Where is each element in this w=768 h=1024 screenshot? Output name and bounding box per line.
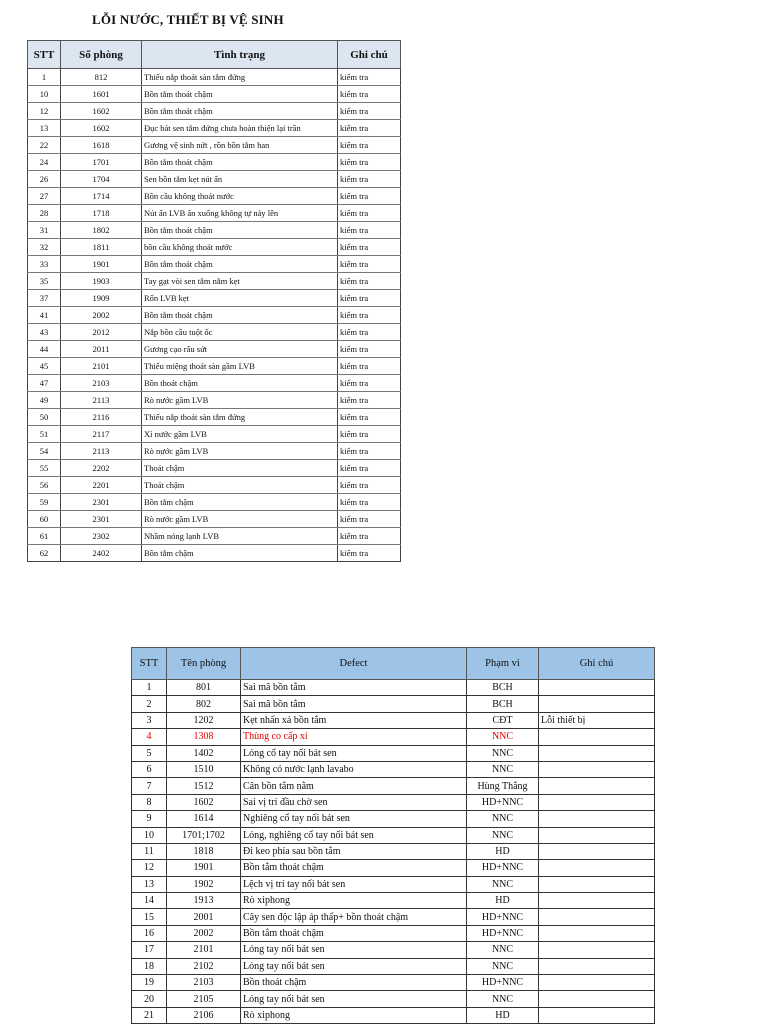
cell-room-name: 1602 [167, 794, 241, 810]
cell-status: Xì nước gầm LVB [142, 426, 338, 443]
cell-stt: 26 [28, 171, 61, 188]
table-row [132, 1007, 655, 1023]
cell-scope: NNC [467, 827, 539, 843]
cell-room-number: 1903 [61, 273, 142, 290]
cell-room-number: 2113 [61, 392, 142, 409]
cell-status: Thiếu nắp thoát sàn tắm đứng [142, 69, 338, 86]
cell-status: Nút ấn LVB ấn xuống không tự nảy lên [142, 205, 338, 222]
table-row [28, 477, 401, 494]
cell-status: Bồn tắm thoát chậm [142, 222, 338, 239]
cell-room-number: 1714 [61, 188, 142, 205]
cell-defect: Không có nước lạnh lavabo [241, 761, 467, 777]
table-row [28, 409, 401, 426]
cell-scope: NNC [467, 876, 539, 892]
cell-stt: 31 [28, 222, 61, 239]
cell-room-number: 2116 [61, 409, 142, 426]
cell-scope: BCH [467, 696, 539, 712]
cell-note: Lỗi thiết bị [539, 712, 655, 728]
table-row [132, 975, 655, 991]
table-row [28, 545, 401, 562]
cell-stt: 13 [132, 876, 167, 892]
cell-room-name: 2001 [167, 909, 241, 925]
cell-note [539, 729, 655, 745]
cell-note [539, 1007, 655, 1023]
table-row [28, 443, 401, 460]
cell-stt: 41 [28, 307, 61, 324]
cell-room-number: 1602 [61, 103, 142, 120]
cell-room-number: 1602 [61, 120, 142, 137]
cell-defect: Rò xiphong [241, 1007, 467, 1023]
cell-scope: HD+NNC [467, 975, 539, 991]
cell-defect: Rò xiphong [241, 893, 467, 909]
cell-defect: Lỏng tay nối bát sen [241, 942, 467, 958]
cell-note: kiểm tra [338, 307, 401, 324]
table-row [28, 222, 401, 239]
cell-stt: 62 [28, 545, 61, 562]
cell-room-name: 1510 [167, 761, 241, 777]
cell-room-number: 1811 [61, 239, 142, 256]
cell-status: Bồn cầu không thoát nước [142, 188, 338, 205]
table-body [28, 69, 401, 562]
cell-stt: 56 [28, 477, 61, 494]
table-row [28, 358, 401, 375]
cell-room-number: 2117 [61, 426, 142, 443]
cell-stt: 45 [28, 358, 61, 375]
table-row [28, 460, 401, 477]
cell-defect: Sai mã bồn tắm [241, 696, 467, 712]
cell-room-name: 1614 [167, 811, 241, 827]
cell-room-name: 1901 [167, 860, 241, 876]
cell-note: kiểm tra [338, 69, 401, 86]
cell-note: kiểm tra [338, 171, 401, 188]
cell-note: kiểm tra [338, 443, 401, 460]
cell-status: Gương vệ sinh nứt , rồn bồn tắm han [142, 137, 338, 154]
table-row [132, 761, 655, 777]
cell-defect: Thùng co cấp xí [241, 729, 467, 745]
cell-note [539, 925, 655, 941]
table-row [132, 843, 655, 859]
cell-status: Bồn tắm thoát chậm [142, 154, 338, 171]
cell-stt: 22 [28, 137, 61, 154]
cell-status: bồn cầu không thoát nước [142, 239, 338, 256]
cell-stt: 3 [132, 712, 167, 728]
cell-room-name: 2103 [167, 975, 241, 991]
cell-note: kiểm tra [338, 273, 401, 290]
cell-status: Thoát chậm [142, 477, 338, 494]
cell-room-name: 1402 [167, 745, 241, 761]
table-row [132, 925, 655, 941]
table-row [28, 511, 401, 528]
cell-note [539, 696, 655, 712]
table-row [132, 991, 655, 1007]
header-note: Ghi chú [338, 41, 401, 69]
table-row [132, 778, 655, 794]
cell-status: Rò nước gầm LVB [142, 511, 338, 528]
cell-stt: 61 [28, 528, 61, 545]
header-defect: Defect [241, 648, 467, 680]
table-header-row [28, 41, 401, 69]
table-body [132, 680, 655, 1024]
cell-room-name: 1902 [167, 876, 241, 892]
cell-scope: NNC [467, 958, 539, 974]
cell-stt: 12 [28, 103, 61, 120]
cell-note: kiểm tra [338, 511, 401, 528]
cell-note [539, 778, 655, 794]
cell-stt: 8 [132, 794, 167, 810]
cell-status: Bồn tắm chậm [142, 545, 338, 562]
cell-scope: HD+NNC [467, 909, 539, 925]
cell-note: kiểm tra [338, 358, 401, 375]
cell-stt: 55 [28, 460, 61, 477]
cell-scope: HD [467, 843, 539, 859]
cell-stt: 28 [28, 205, 61, 222]
cell-status: Bồn tắm thoát chậm [142, 103, 338, 120]
cell-room-number: 2103 [61, 375, 142, 392]
cell-defect: Lỏng cổ tay nối bát sen [241, 745, 467, 761]
cell-room-name: 2101 [167, 942, 241, 958]
cell-stt: 16 [132, 925, 167, 941]
cell-status: Bồn tắm thoát chậm [142, 256, 338, 273]
table-row [132, 811, 655, 827]
cell-stt: 12 [132, 860, 167, 876]
cell-room-number: 2402 [61, 545, 142, 562]
cell-note: kiểm tra [338, 477, 401, 494]
table-row [132, 942, 655, 958]
cell-stt: 19 [132, 975, 167, 991]
cell-room-name: 2002 [167, 925, 241, 941]
cell-note: kiểm tra [338, 103, 401, 120]
cell-note: kiểm tra [338, 137, 401, 154]
cell-scope: Hùng Thắng [467, 778, 539, 794]
table-row [28, 103, 401, 120]
document-title: LỖI NƯỚC, THIẾT BỊ VỆ SINH [92, 12, 284, 27]
cell-room-name: 2106 [167, 1007, 241, 1023]
table-row [132, 909, 655, 925]
cell-note [539, 761, 655, 777]
cell-note: kiểm tra [338, 120, 401, 137]
cell-scope: BCH [467, 680, 539, 696]
table-row [28, 86, 401, 103]
cell-room-number: 2301 [61, 511, 142, 528]
cell-room-name: 1701;1702 [167, 827, 241, 843]
cell-room-number: 2201 [61, 477, 142, 494]
table-row [132, 712, 655, 728]
cell-status: Rò nước gầm LVB [142, 392, 338, 409]
cell-note [539, 680, 655, 696]
table-row [28, 273, 401, 290]
table-row [132, 696, 655, 712]
table-row [28, 154, 401, 171]
cell-room-name: 1818 [167, 843, 241, 859]
cell-note: kiểm tra [338, 205, 401, 222]
cell-stt: 5 [132, 745, 167, 761]
cell-scope: NNC [467, 991, 539, 1007]
cell-note [539, 860, 655, 876]
cell-stt: 47 [28, 375, 61, 392]
table-row [28, 256, 401, 273]
cell-stt: 6 [132, 761, 167, 777]
cell-defect: Đi keo phía sau bồn tắm [241, 843, 467, 859]
header-room-name: Tên phòng [167, 648, 241, 680]
cell-note: kiểm tra [338, 460, 401, 477]
cell-stt: 33 [28, 256, 61, 273]
cell-note: kiểm tra [338, 545, 401, 562]
cell-room-number: 1718 [61, 205, 142, 222]
cell-room-name: 801 [167, 680, 241, 696]
cell-stt: 10 [132, 827, 167, 843]
table-row [28, 290, 401, 307]
table-row [28, 69, 401, 86]
table-row [28, 392, 401, 409]
cell-defect: Bồn tắm thoát chậm [241, 860, 467, 876]
cell-scope: NNC [467, 811, 539, 827]
cell-note: kiểm tra [338, 426, 401, 443]
cell-room-number: 2301 [61, 494, 142, 511]
cell-stt: 15 [132, 909, 167, 925]
cell-room-name: 1308 [167, 729, 241, 745]
cell-room-number: 1704 [61, 171, 142, 188]
cell-stt: 21 [132, 1007, 167, 1023]
cell-status: Đục bát sen tắm đứng chưa hoàn thiện lại trần [142, 120, 338, 137]
table-row [132, 680, 655, 696]
cell-note: kiểm tra [338, 86, 401, 103]
table-row [132, 794, 655, 810]
cell-stt: 27 [28, 188, 61, 205]
cell-scope: HD [467, 893, 539, 909]
cell-room-number: 2012 [61, 324, 142, 341]
cell-room-name: 2105 [167, 991, 241, 1007]
cell-stt: 43 [28, 324, 61, 341]
cell-note: kiểm tra [338, 341, 401, 358]
header-status: Tình trạng [142, 41, 338, 69]
cell-note [539, 843, 655, 859]
cell-scope: NNC [467, 761, 539, 777]
table-row [28, 324, 401, 341]
cell-note [539, 827, 655, 843]
cell-note [539, 991, 655, 1007]
header-note: Ghi chú [539, 648, 655, 680]
cell-room-number: 1901 [61, 256, 142, 273]
header-stt: STT [28, 41, 61, 69]
cell-note: kiểm tra [338, 494, 401, 511]
table-row [28, 188, 401, 205]
cell-note: kiểm tra [338, 222, 401, 239]
cell-status: Rò nước gầm LVB [142, 443, 338, 460]
cell-note: kiểm tra [338, 392, 401, 409]
cell-stt: 24 [28, 154, 61, 171]
cell-stt: 10 [28, 86, 61, 103]
cell-status: Bồn thoát chậm [142, 375, 338, 392]
cell-stt: 1 [132, 680, 167, 696]
table-row [28, 120, 401, 137]
cell-stt: 13 [28, 120, 61, 137]
cell-note: kiểm tra [338, 188, 401, 205]
cell-room-name: 802 [167, 696, 241, 712]
cell-note: kiểm tra [338, 290, 401, 307]
table-row [132, 745, 655, 761]
cell-stt: 17 [132, 942, 167, 958]
cell-room-number: 2002 [61, 307, 142, 324]
cell-stt: 51 [28, 426, 61, 443]
cell-note: kiểm tra [338, 409, 401, 426]
cell-note: kiểm tra [338, 375, 401, 392]
cell-room-number: 1909 [61, 290, 142, 307]
cell-defect: Bồn thoát chậm [241, 975, 467, 991]
table-row [28, 494, 401, 511]
cell-stt: 49 [28, 392, 61, 409]
cell-note [539, 811, 655, 827]
cell-defect: Cân bồn tắm nằm [241, 778, 467, 794]
cell-note [539, 975, 655, 991]
cell-defect: Bồn tắm thoát chậm [241, 925, 467, 941]
cell-room-number: 2011 [61, 341, 142, 358]
cell-note [539, 909, 655, 925]
cell-stt: 18 [132, 958, 167, 974]
table-row [28, 426, 401, 443]
cell-stt: 44 [28, 341, 61, 358]
cell-defect: Lỏng, nghiêng cổ tay nối bát sen [241, 827, 467, 843]
cell-defect: Sai mã bồn tắm [241, 680, 467, 696]
cell-defect: Lệch vị trí tay nối bát sen [241, 876, 467, 892]
cell-stt: 14 [132, 893, 167, 909]
table-row [28, 239, 401, 256]
table-row [132, 827, 655, 843]
cell-room-name: 2102 [167, 958, 241, 974]
table-row [132, 876, 655, 892]
table-row [28, 137, 401, 154]
cell-note [539, 942, 655, 958]
cell-status: Bồn tắm thoát chậm [142, 307, 338, 324]
cell-note: kiểm tra [338, 528, 401, 545]
cell-note: kiểm tra [338, 256, 401, 273]
cell-note: kiểm tra [338, 239, 401, 256]
cell-status: Sen bồn tắm kẹt nút ấn [142, 171, 338, 188]
table-row [132, 860, 655, 876]
header-stt: STT [132, 648, 167, 680]
cell-stt: 35 [28, 273, 61, 290]
cell-status: Tay gạt vòi sen tắm nằm kẹt [142, 273, 338, 290]
cell-room-number: 2302 [61, 528, 142, 545]
cell-stt: 37 [28, 290, 61, 307]
cell-room-number: 2202 [61, 460, 142, 477]
table-header-row [132, 648, 655, 680]
cell-scope: HD+NNC [467, 860, 539, 876]
header-scope: Phạm vi [467, 648, 539, 680]
table-row [28, 375, 401, 392]
cell-scope: NNC [467, 942, 539, 958]
cell-status: Nhầm nóng lạnh LVB [142, 528, 338, 545]
cell-defect: Lỏng tay nối bát sen [241, 991, 467, 1007]
cell-stt: 54 [28, 443, 61, 460]
cell-stt: 20 [132, 991, 167, 1007]
cell-room-name: 1202 [167, 712, 241, 728]
cell-stt: 32 [28, 239, 61, 256]
cell-scope: CĐT [467, 712, 539, 728]
cell-scope: HD+NNC [467, 925, 539, 941]
cell-status: Rốn LVB kẹt [142, 290, 338, 307]
table-row [28, 205, 401, 222]
cell-stt: 1 [28, 69, 61, 86]
cell-defect: Nghiêng cổ tay nối bát sen [241, 811, 467, 827]
cell-room-name: 1512 [167, 778, 241, 794]
table-row [28, 307, 401, 324]
table-row [132, 729, 655, 745]
cell-room-name: 1913 [167, 893, 241, 909]
cell-note [539, 745, 655, 761]
table-row [132, 893, 655, 909]
cell-status: Thiếu nắp thoát sàn tắm đứng [142, 409, 338, 426]
table-row [28, 528, 401, 545]
header-room-number: Số phòng [61, 41, 142, 69]
cell-scope: HD+NNC [467, 794, 539, 810]
cell-room-number: 812 [61, 69, 142, 86]
cell-status: Gương cạo râu sứt [142, 341, 338, 358]
cell-stt: 7 [132, 778, 167, 794]
cell-note [539, 794, 655, 810]
cell-room-number: 1601 [61, 86, 142, 103]
table-row [28, 341, 401, 358]
cell-note [539, 893, 655, 909]
table-row [132, 958, 655, 974]
cell-scope: NNC [467, 729, 539, 745]
cell-room-number: 1802 [61, 222, 142, 239]
cell-stt: 9 [132, 811, 167, 827]
defect-scope-table [131, 647, 655, 1024]
cell-defect: Cây sen độc lập áp thấp+ bồn thoát chậm [241, 909, 467, 925]
cell-stt: 11 [132, 843, 167, 859]
cell-status: Bồn tắm chậm [142, 494, 338, 511]
cell-scope: NNC [467, 745, 539, 761]
cell-room-number: 1618 [61, 137, 142, 154]
cell-stt: 59 [28, 494, 61, 511]
cell-note: kiểm tra [338, 324, 401, 341]
cell-status: Nắp bồn cầu tuột ốc [142, 324, 338, 341]
cell-stt: 60 [28, 511, 61, 528]
cell-room-number: 1701 [61, 154, 142, 171]
cell-stt: 4 [132, 729, 167, 745]
cell-stt: 50 [28, 409, 61, 426]
cell-defect: Kẹt nhấn xả bồn tắm [241, 712, 467, 728]
cell-stt: 2 [132, 696, 167, 712]
cell-status: Bồn tắm thoát chậm [142, 86, 338, 103]
cell-status: Thoát chậm [142, 460, 338, 477]
cell-status: Thiếu miệng thoát sàn gầm LVB [142, 358, 338, 375]
water-defects-table [27, 40, 401, 562]
cell-defect: Sai vị trí đầu chờ sen [241, 794, 467, 810]
cell-note [539, 958, 655, 974]
cell-scope: HD [467, 1007, 539, 1023]
cell-defect: Lỏng tay nối bát sen [241, 958, 467, 974]
cell-room-number: 2113 [61, 443, 142, 460]
cell-room-number: 2101 [61, 358, 142, 375]
table-row [28, 171, 401, 188]
cell-note: kiểm tra [338, 154, 401, 171]
cell-note [539, 876, 655, 892]
